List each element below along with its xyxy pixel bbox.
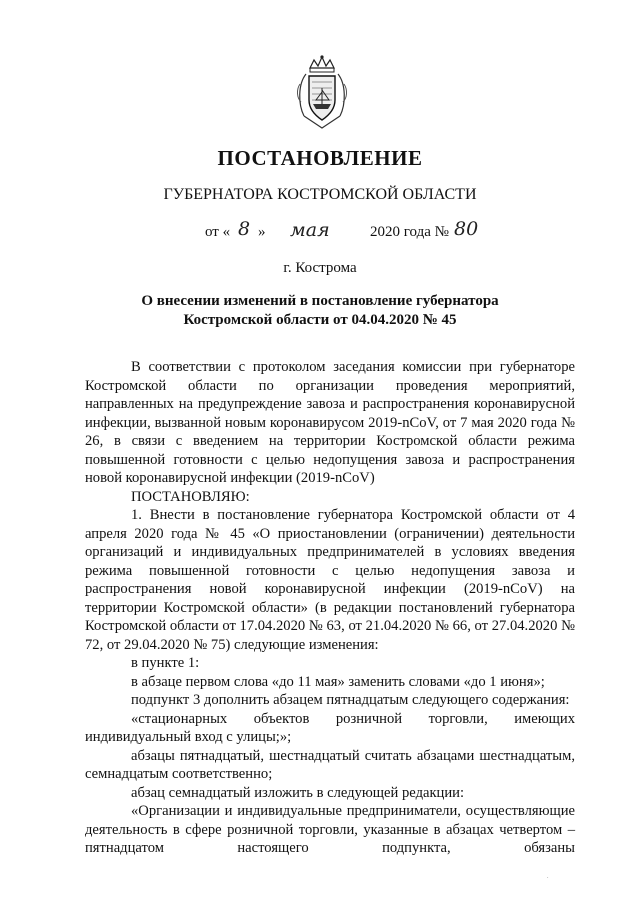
paragraph: «Организации и индивидуальные предприниматели, осуществляющие деятельность в сфере розничной торговли, указанные в абзацах четвертом – пятнадцатом настоящего подпункта, обязаны: [85, 803, 575, 856]
paragraph: «стационарных объектов розничной торговли, имеющих индивидуальный вход с улицы;»;: [85, 710, 575, 745]
coat-of-arms-icon: [292, 54, 352, 134]
paragraph: ПОСТАНОВЛЯЮ:: [131, 488, 250, 505]
document-body: [85, 358, 575, 858]
paragraph: 1. Внести в постановление губернатора Костромской области от 4 апреля 2020 года № 45 «О приостановлении (ограничении) деятельности организаций и индивидуальных предпринимателей в условиях введения режима повышенной готовности с целью недопущения завоза и распространения новой коронавирусной инфекции (2019-nCoV) на территории Костромской области» (в редакции постановлений губернатора Костромской области от 17.04.2020 № 63, от 21.04.2020 № 66, от 27.04.2020 № 72, от 29.04.2020 № 75) следующие изменения:: [85, 507, 575, 653]
date-line: [0, 220, 640, 246]
paragraph: подпункт 3 дополнить абзацем пятнадцатым следующего содержания:: [131, 692, 570, 708]
date-prefix: от «: [205, 224, 231, 240]
handwritten-month: мая: [290, 219, 330, 241]
paragraph: в абзаце первом слова «до 11 мая» заменить словами «до 1 июня»;: [131, 673, 545, 690]
city-line: г. Кострома: [283, 260, 357, 276]
paragraph: в пункте 1:: [131, 655, 200, 671]
document-subject: [100, 292, 540, 330]
date-year: 2020 года №: [370, 224, 449, 240]
handwritten-day: 8: [238, 218, 251, 240]
paragraph: В соответствии с протоколом заседания комиссии при губернаторе Костромской области по организации проведения мероприятий, направленных на предупреждение завоза и распространения коронавирусной инфекции, вызванной новым коронавирусом 2019-nCoV, от 7 мая 2020 года № 26, в связи с введением на территории Костромской области режима повышенной готовности с целью недопущения завоза и распространения новой коронавирусной инфекции (2019-nCoV): [85, 359, 575, 486]
handwritten-number: 80: [454, 218, 479, 240]
scan-speck: .: [547, 874, 549, 880]
issuer-line: ГУБЕРНАТОРА КОСТРОМСКОЙ ОБЛАСТИ: [163, 186, 477, 203]
subject-line: О внесении изменений в постановление губернатора: [141, 293, 499, 309]
paragraph: абзац семнадцатый изложить в следующей редакции:: [131, 784, 465, 801]
date-mid: »: [258, 224, 266, 240]
subject-line: Костромской области от 04.04.2020 № 45: [183, 312, 457, 328]
paragraph: абзацы пятнадцатый, шестнадцатый считать абзацами шестнадцатым, семнадцатым соответственно;: [85, 747, 575, 782]
document-title: ПОСТАНОВЛЕНИЕ: [217, 146, 423, 170]
